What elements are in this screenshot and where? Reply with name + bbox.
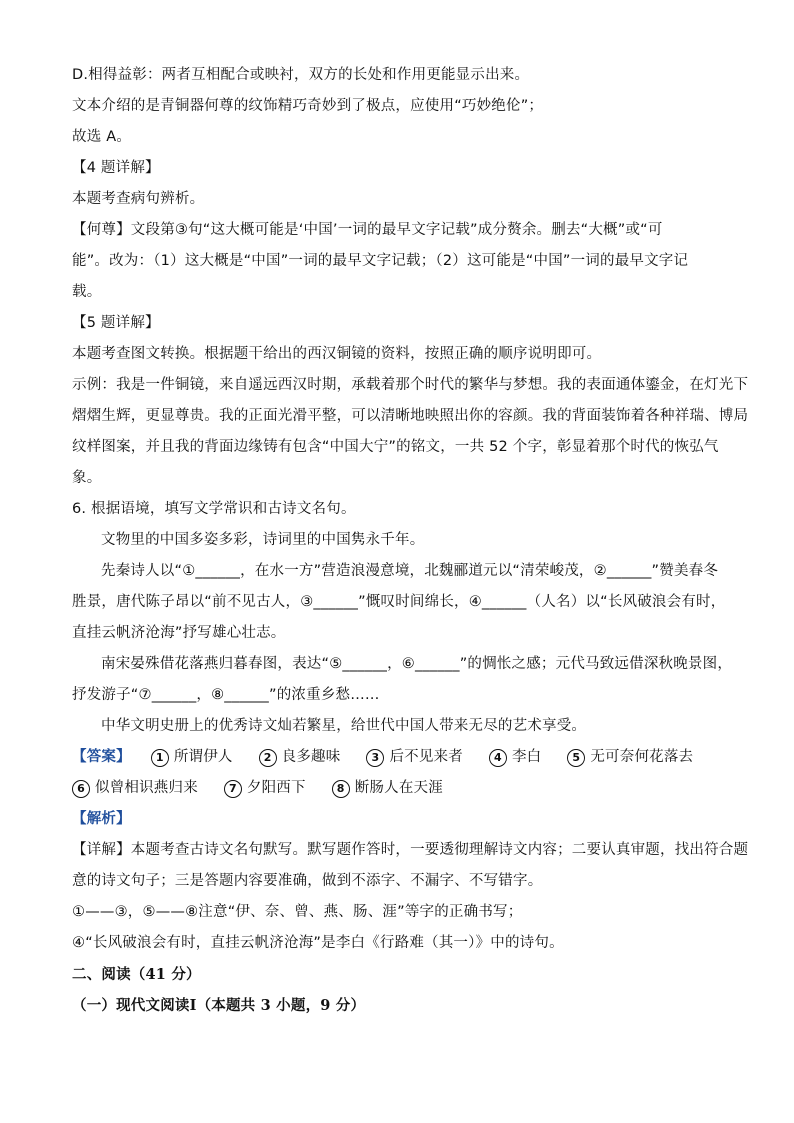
circled-number: 5 xyxy=(567,749,585,767)
answer-text: 良多趣味 xyxy=(281,749,341,765)
text-line: D.相得益彰：两者互相配合或映衬，双方的长处和作用更能显示出来。 xyxy=(72,67,530,83)
subsection-title: （一）现代文阅读Ⅰ（本题共 3 小题，9 分） xyxy=(72,997,366,1014)
answer-item xyxy=(72,773,198,804)
answer-item xyxy=(567,742,693,773)
answer-text: 无可奈何花落去 xyxy=(590,749,694,765)
circled-number: 7 xyxy=(224,780,242,798)
passage-line: 直挂云帆济沧海”抒写雄心壮志。 xyxy=(72,625,286,641)
text-line: 载。 xyxy=(72,284,102,300)
analysis-label: 【解析】 xyxy=(72,811,131,827)
text-line: 故选 A。 xyxy=(72,129,132,145)
passage-line: 胜景，唐代陈子昂以“前不见古人，③______”慨叹时间绵长，④______（人名）以“长风破浪会有时， xyxy=(72,594,726,610)
circled-number: 2 xyxy=(259,749,277,767)
question-4-heading: 【4 题详解】 xyxy=(72,160,160,176)
question-5-heading: 【5 题详解】 xyxy=(72,315,160,331)
question-6-prompt: 6. 根据语境，填写文学常识和古诗文名句。 xyxy=(72,501,356,517)
answer-text: 夕阳西下 xyxy=(246,780,306,796)
text-line: 能”。改为：（1）这大概是“中国”一词的最早文字记载；（2）这可能是“中国”一词的最早文字记 xyxy=(72,253,689,269)
analysis-line: 【详解】本题考查古诗文名句默写。默写题作答时，一要透彻理解诗文内容；二要认真审题，找出符合题 xyxy=(72,842,749,858)
analysis-line: ④“长风破浪会有时，直挂云帆济沧海”是李白《行路难（其一）》中的诗句。 xyxy=(72,935,564,951)
answer-row xyxy=(72,742,732,773)
section-title: 二、阅读（41 分） xyxy=(72,966,201,983)
answer-text: 所谓伊人 xyxy=(173,749,233,765)
circled-number: 4 xyxy=(489,749,507,767)
circled-number: 6 xyxy=(72,780,90,798)
answer-text: 断肠人在天涯 xyxy=(354,780,443,796)
text-line: 本题考查病句辨析。 xyxy=(72,191,205,207)
passage-line: 文物里的中国多姿多彩，诗词里的中国隽永千年。 xyxy=(101,532,425,548)
passage-line: 抒发游子“⑦______，⑧______”的浓重乡愁…… xyxy=(72,687,380,703)
analysis-line: 意的诗文句子；三是答题内容要准确，做到不添字、不漏字、不写错字。 xyxy=(72,873,543,889)
circled-number: 8 xyxy=(332,780,350,798)
circled-number: 1 xyxy=(151,749,169,767)
passage-line: 中华文明史册上的优秀诗文灿若繁星，给世代中国人带来无尽的艺术享受。 xyxy=(101,718,587,734)
text-line: 【何尊】文段第③句“这大概可能是‘中国’一词的最早文字记载”成分赘余。删去“大概”或“可 xyxy=(72,222,663,238)
analysis-line: ①——③，⑤——⑧注意“伊、奈、曾、燕、肠、涯”等字的正确书写； xyxy=(72,904,523,920)
answer-item xyxy=(489,742,541,773)
answer-item xyxy=(224,773,306,804)
text-line: 熠熠生辉，更显尊贵。我的正面光滑平整，可以清晰地映照出你的容颜。我的背面装饰着各种祥瑞、博局 xyxy=(72,408,749,424)
circled-number: 3 xyxy=(366,749,384,767)
text-line: 象。 xyxy=(72,470,102,486)
text-line: 文本介绍的是青铜器何尊的纹饰精巧奇妙到了极点，应使用“巧妙绝伦”； xyxy=(72,98,544,114)
answer-text: 李白 xyxy=(511,749,542,765)
document-page xyxy=(72,60,749,1021)
text-line: 纹样图案，并且我的背面边缘铸有包含“中国大宁”的铭文，一共 52 个字，彰显着那个时代的恢弘气 xyxy=(72,439,719,455)
passage-line: 先秦诗人以“①______，在水一方”营造浪漫意境，北魏郦道元以“清荣峻茂，②______”赞美春冬 xyxy=(101,563,719,579)
answer-row xyxy=(72,773,732,804)
answer-item xyxy=(151,742,233,773)
answer-label: 【答案】 xyxy=(72,749,131,765)
text-line: 示例：我是一件铜镜，来自遥远西汉时期，承载着那个时代的繁华与梦想。我的表面通体鎏金，在灯光下 xyxy=(72,377,749,393)
passage-line: 南宋晏殊借花落燕归暮春图，表达“⑤______，⑥______”的惆怅之感；元代马致远借深秋晚景图， xyxy=(101,656,733,672)
answer-text: 似曾相识燕归来 xyxy=(95,780,198,796)
text-line: 本题考查图文转换。根据题干给出的西汉铜镜的资料，按照正确的顺序说明即可。 xyxy=(72,346,602,362)
answer-item xyxy=(366,742,463,773)
answer-item xyxy=(259,742,341,773)
answer-item xyxy=(332,773,443,804)
answer-text: 后不见来者 xyxy=(389,749,463,765)
